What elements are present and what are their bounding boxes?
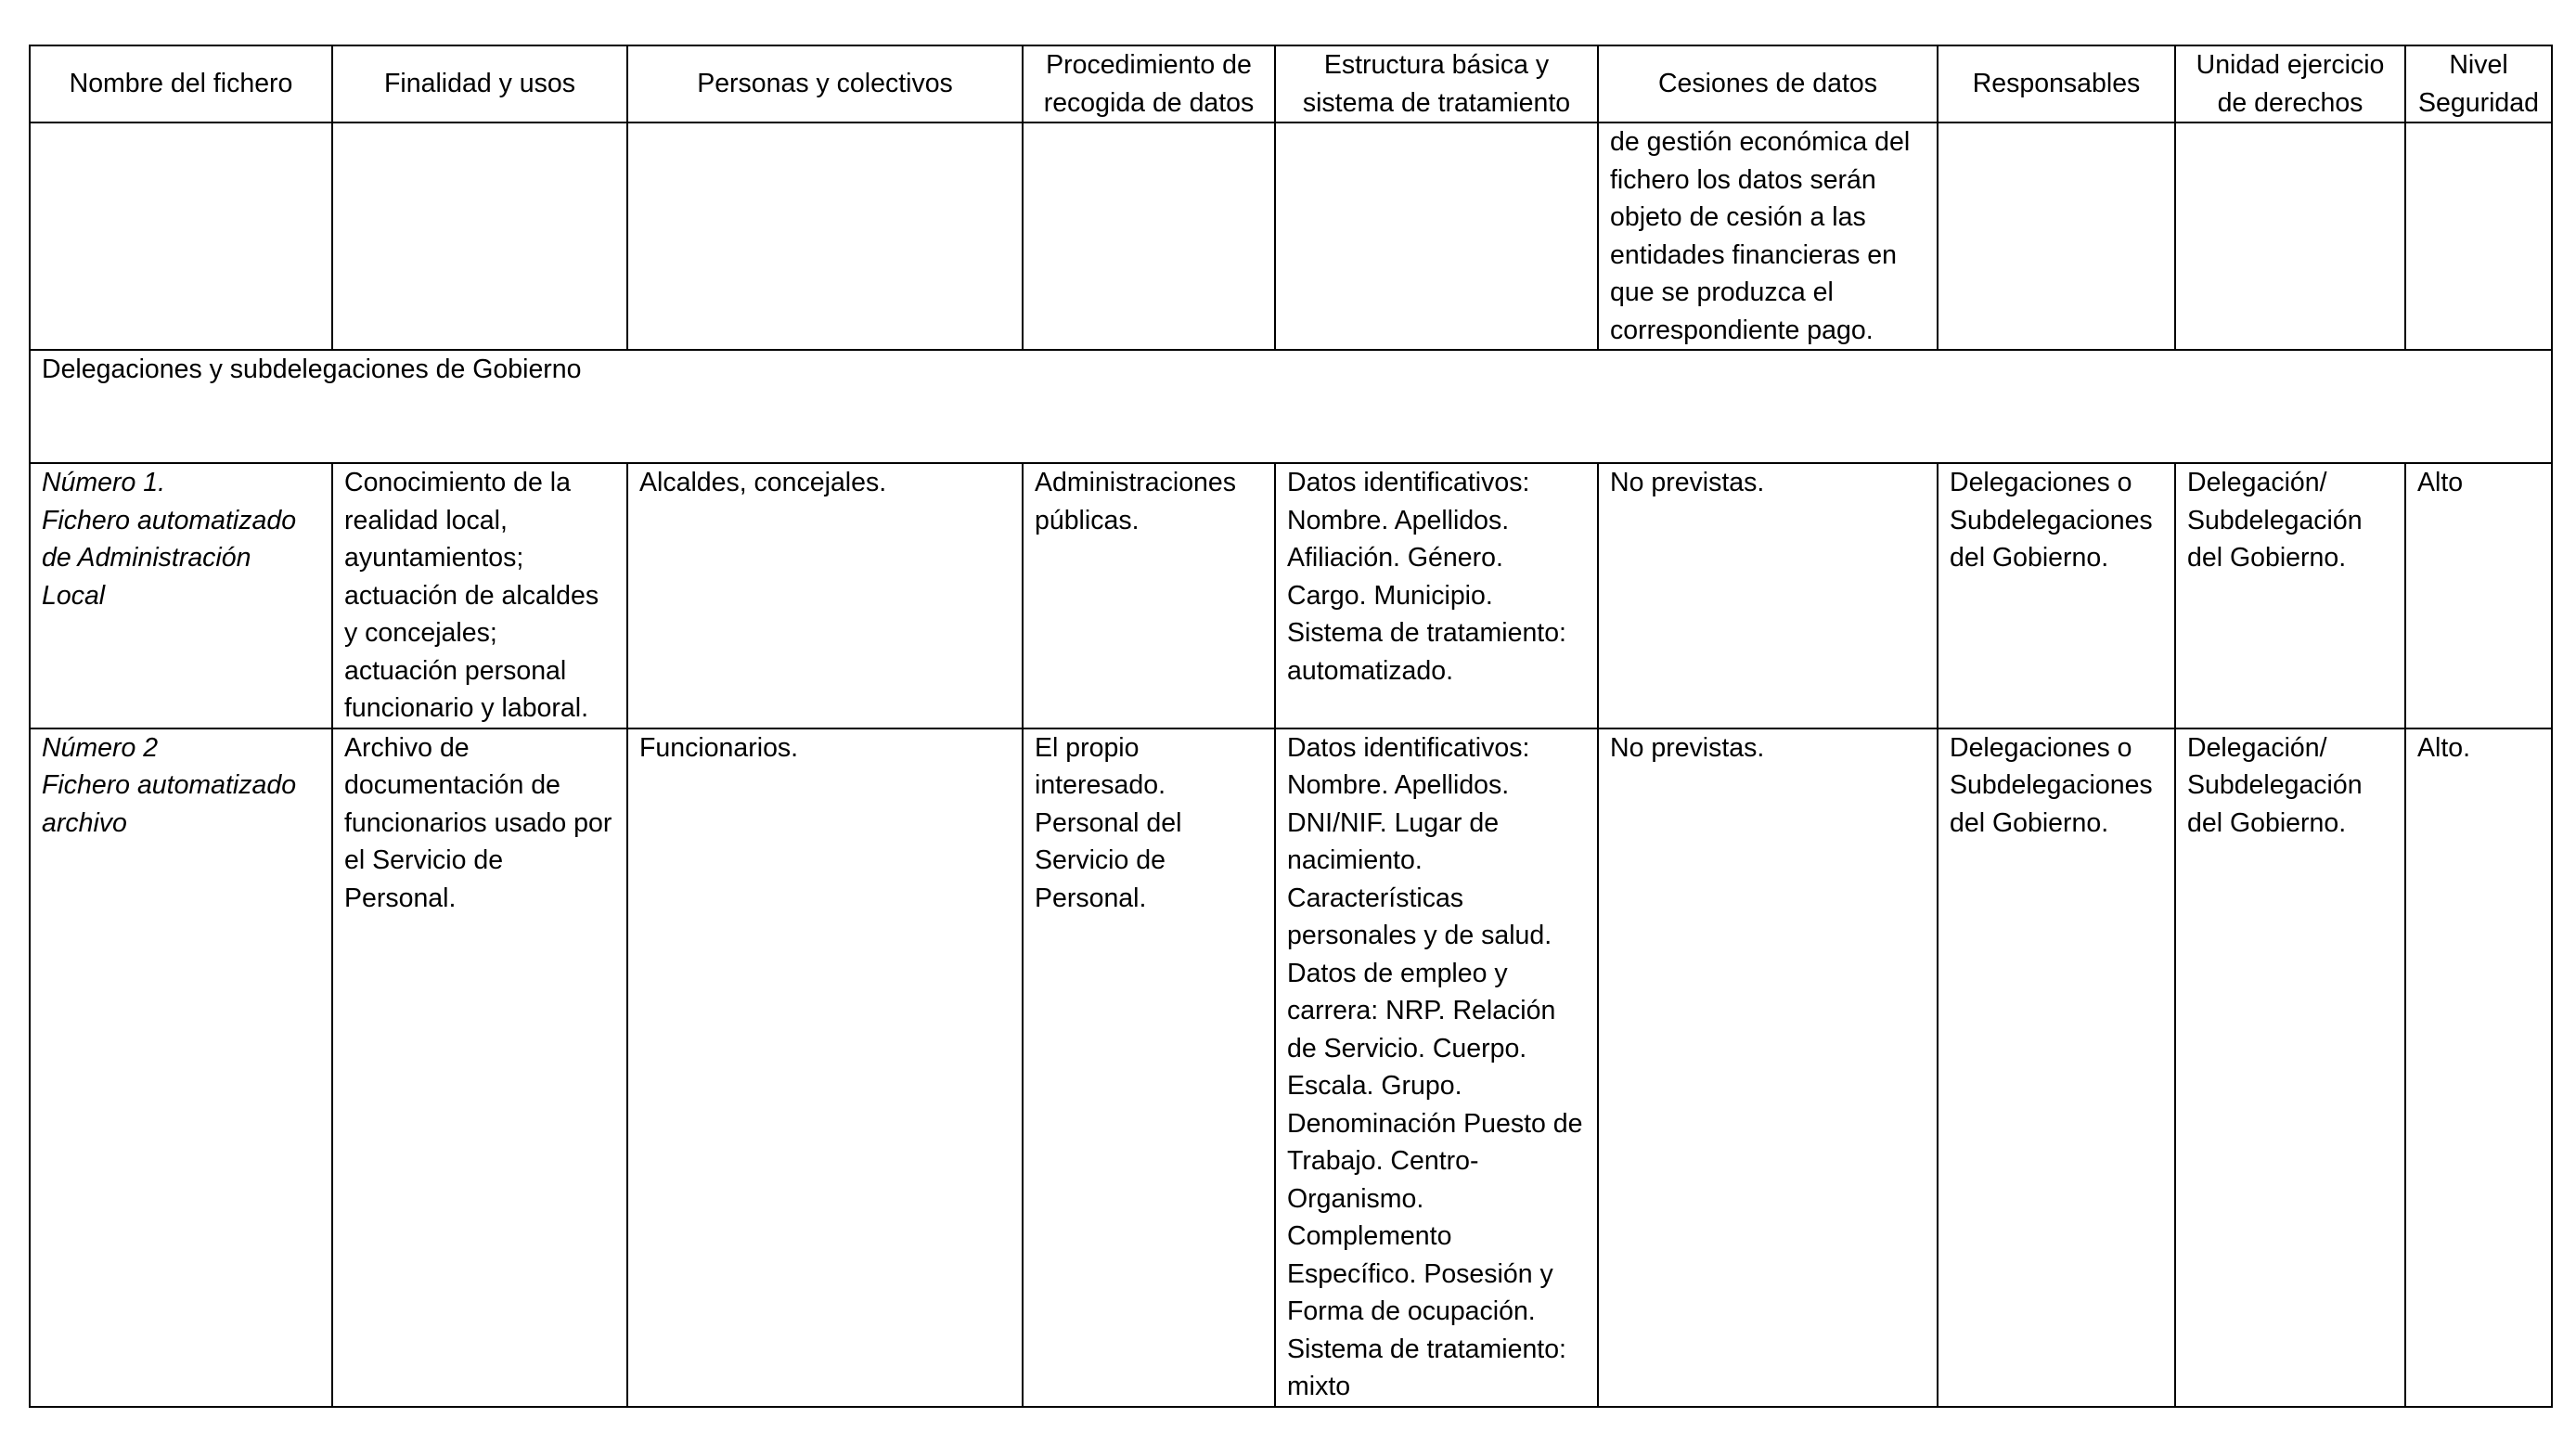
cell-finalidad: Conocimiento de la realidad local, ayuntamientos; actuación de alcaldes y concejales; actuación personal funcionario y laboral. [332, 463, 627, 728]
section-row [30, 350, 2552, 463]
header-estructura: Estructura básica y sistema de tratamiento [1275, 45, 1598, 122]
header-row [30, 45, 2552, 122]
table-row [30, 728, 2552, 1407]
header-finalidad: Finalidad y usos [332, 45, 627, 122]
cell-nombre: Número 2 Fichero automatizado archivo [30, 728, 332, 1407]
header-nivel: Nivel Seguridad [2405, 45, 2552, 122]
cell-nivel: Alto [2405, 463, 2552, 728]
cell-procedimiento: Administraciones públicas. [1023, 463, 1275, 728]
header-personas: Personas y colectivos [627, 45, 1023, 122]
cell-personas [627, 122, 1023, 350]
header-responsables: Responsables [1938, 45, 2175, 122]
cell-nombre [30, 122, 332, 350]
cell-unidad: Delegación/ Subdelegación del Gobierno. [2175, 728, 2405, 1407]
cell-nivel: Alto. [2405, 728, 2552, 1407]
cell-cesiones: de gestión económica del fichero los datos serán objeto de cesión a las entidades financieras en que se produzca el correspondiente pago. [1598, 122, 1938, 350]
cell-cesiones: No previstas. [1598, 728, 1938, 1407]
cell-procedimiento [1023, 122, 1275, 350]
cell-personas: Funcionarios. [627, 728, 1023, 1407]
section-title: Delegaciones y subdelegaciones de Gobierno [30, 350, 2552, 463]
continuation-row [30, 122, 2552, 350]
ficheros-table [29, 45, 2553, 1408]
cell-nivel [2405, 122, 2552, 350]
header-procedimiento: Procedimiento de recogida de datos [1023, 45, 1275, 122]
cell-estructura [1275, 122, 1598, 350]
cell-unidad [2175, 122, 2405, 350]
cell-estructura: Datos identificativos: Nombre. Apellidos. DNI/NIF. Lugar de nacimiento. Características personales y de salud. Datos de empleo y carrera: NRP. Relación de Servicio. Cuerpo. Escala. Grupo. Denominación Puesto de Trabajo. Centro- Organismo. Complemento Específico. Posesión y Forma de ocupación. Sistema de tratamiento: mixto [1275, 728, 1598, 1407]
header-nombre: Nombre del fichero [30, 45, 332, 122]
cell-responsables [1938, 122, 2175, 350]
cell-cesiones: No previstas. [1598, 463, 1938, 728]
cell-finalidad [332, 122, 627, 350]
cell-responsables: Delegaciones o Subdelegaciones del Gobierno. [1938, 728, 2175, 1407]
header-unidad: Unidad ejercicio de derechos [2175, 45, 2405, 122]
cell-finalidad: Archivo de documentación de funcionarios usado por el Servicio de Personal. [332, 728, 627, 1407]
header-cesiones: Cesiones de datos [1598, 45, 1938, 122]
cell-unidad: Delegación/ Subdelegación del Gobierno. [2175, 463, 2405, 728]
cell-procedimiento: El propio interesado. Personal del Servicio de Personal. [1023, 728, 1275, 1407]
cell-estructura: Datos identificativos: Nombre. Apellidos. Afiliación. Género. Cargo. Municipio. Sistema de tratamiento: automatizado. [1275, 463, 1598, 728]
table-row [30, 463, 2552, 728]
cell-nombre: Número 1. Fichero automatizado de Administración Local [30, 463, 332, 728]
cell-responsables: Delegaciones o Subdelegaciones del Gobierno. [1938, 463, 2175, 728]
cell-personas: Alcaldes, concejales. [627, 463, 1023, 728]
